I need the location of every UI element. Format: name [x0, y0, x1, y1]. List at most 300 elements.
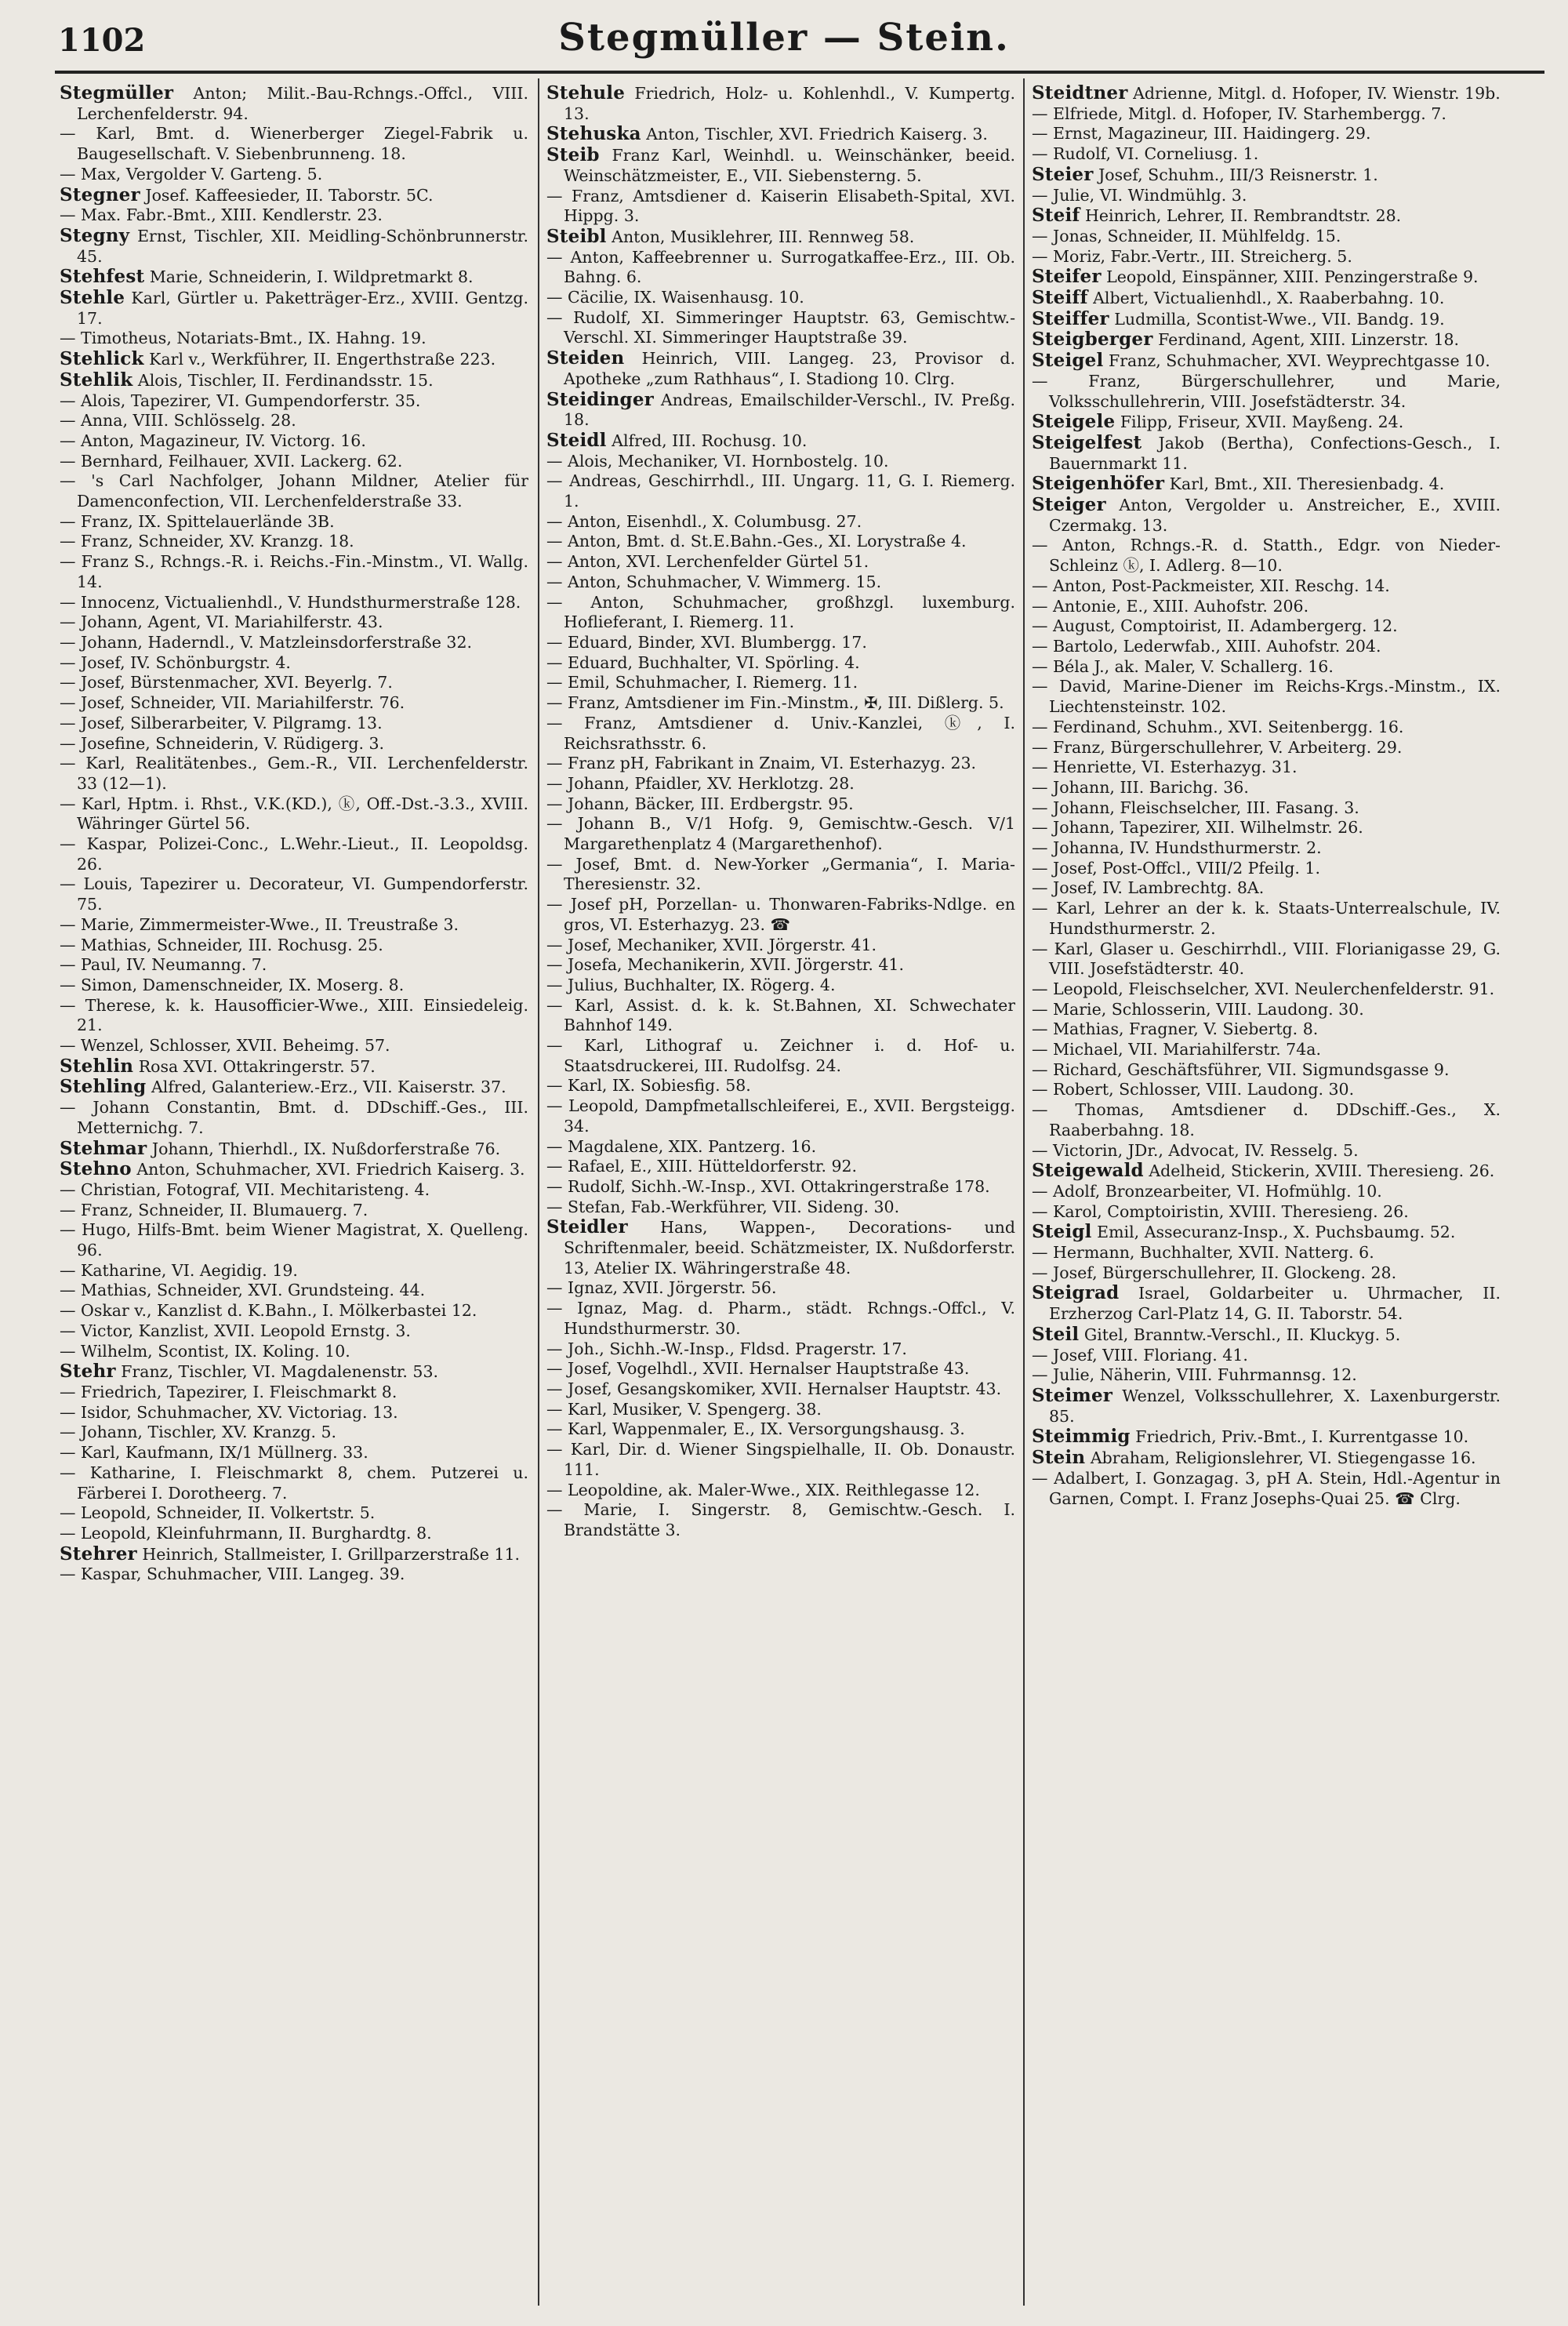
entry-text: Ludmilla, Scontist-Wwe., VII. Bandg. 19. [1109, 309, 1445, 329]
entry-text: — Franz pH, Fabrikant in Znaim, VI. Esterhazyg. 23. [546, 754, 977, 773]
directory-entry-head [546, 83, 1015, 124]
directory-entry [546, 1359, 1015, 1379]
directory-entry [60, 874, 528, 914]
directory-entry [1032, 1346, 1501, 1366]
directory-entry [1032, 144, 1501, 165]
directory-entry-head [60, 288, 528, 329]
directory-entry-head [60, 1544, 528, 1565]
entry-text: — Wilhelm, Scontist, IX. Koling. 10. [60, 1341, 350, 1361]
entry-surname: Steiff [1032, 287, 1088, 309]
entry-text: — Johann, III. Barichg. 36. [1032, 777, 1249, 797]
entry-text: — Henriette, VI. Esterhazyg. 31. [1032, 758, 1298, 777]
entry-text: Filipp, Friseur, XVII. Mayßeng. 24. [1115, 413, 1404, 432]
entry-text: — Anton, Eisenhdl., X. Columbusg. 27. [546, 511, 862, 531]
directory-entry-head [1032, 1448, 1501, 1469]
entry-text: — Anton, Post-Packmeister, XII. Reschg. 14. [1032, 576, 1390, 595]
entry-text: — Karl, Dir. d. Wiener Singspielhalle, II. Ob. Donaustr. 111. [546, 1440, 1015, 1479]
directory-entry [60, 452, 528, 472]
directory-entry [1032, 104, 1501, 125]
directory-entry-head [1032, 267, 1501, 288]
directory-entry [1032, 838, 1501, 859]
directory-entry-head [1032, 165, 1501, 186]
directory-entry [60, 754, 528, 794]
directory-entry [60, 653, 528, 674]
directory-entry [546, 187, 1015, 227]
entry-text: — Franz, Amtsdiener im Fin.-Minstm., ✠, III. Dißlerg. 5. [546, 693, 1004, 713]
entry-text: — Simon, Damenschneider, IX. Moserg. 8. [60, 975, 405, 994]
entry-text: — Josef, Gesangskomiker, XVII. Hernalser Hauptstr. 43. [546, 1379, 1002, 1398]
entry-text: — Oskar v., Kanzlist d. K.Bahn., I. Mölkerbastei 12. [60, 1301, 477, 1321]
column-divider [538, 78, 539, 2306]
entry-text: — Karl, Assist. d. k. k. St.Bahnen, XI. Schwechater Bahnhof 149. [546, 995, 1015, 1035]
directory-entry [60, 714, 528, 734]
directory-entry [1032, 616, 1501, 637]
entry-text: — Karl, IX. Sobiesfig. 58. [546, 1076, 751, 1096]
directory-entry [1032, 657, 1501, 678]
entry-text: — Josef, Bürgerschullehrer, II. Glockeng. 28. [1032, 1263, 1397, 1282]
entry-text: Albert, Victualienhdl., X. Raaberbahng. 10. [1087, 289, 1445, 308]
directory-entry [546, 693, 1015, 714]
entry-text: — Josef, Bürstenmacher, XVI. Beyerlg. 7. [60, 673, 393, 692]
directory-entry-head [546, 1217, 1015, 1278]
entry-text: — Max. Fabr.-Bmt., XIII. Kendlerstr. 23. [60, 205, 383, 225]
entry-surname: Stegner [60, 184, 140, 205]
directory-entry [1032, 186, 1501, 206]
directory-entry-head [1032, 1161, 1501, 1182]
directory-entry [60, 1503, 528, 1524]
directory-entry [546, 1096, 1015, 1136]
directory-entry [546, 532, 1015, 552]
entry-text: — Marie, I. Singerstr. 8, Gemischtw.-Gesch. I. Brandstätte 3. [546, 1500, 1015, 1539]
directory-entry [546, 1379, 1015, 1400]
directory-entry-head [546, 348, 1015, 389]
directory-entry [546, 1339, 1015, 1360]
directory-entry [60, 205, 528, 226]
directory-entry [1032, 738, 1501, 758]
directory-entry [1032, 372, 1501, 412]
entry-text: — Josef, Vogelhdl., XVII. Hernalser Hauptstraße 43. [546, 1359, 970, 1379]
entry-text: — Friedrich, Tapezirer, I. Fleischmarkt 8. [60, 1383, 397, 1401]
entry-text: — Johann, Tischler, XV. Kranzg. 5. [60, 1423, 337, 1442]
entry-text: — Mathias, Schneider, III. Rochusg. 25. [60, 935, 383, 954]
directory-entry [546, 452, 1015, 472]
entry-text: — Karl, Lithograf u. Zeichner i. d. Hof- u. Staatsdruckerei, III. Rudolfsg. 24. [546, 1036, 1015, 1075]
directory-entry [1032, 597, 1501, 617]
directory-entry [1032, 1365, 1501, 1386]
entry-text: — Joh., Sichh.-W.-Insp., Fldsd. Pragerstr. 17. [546, 1339, 907, 1358]
entry-text: — Bernhard, Feilhauer, XVII. Lackerg. 62. [60, 451, 403, 471]
directory-entry [60, 1423, 528, 1443]
entry-text: — Rafael, E., XIII. Hütteldorferstr. 92. [546, 1157, 858, 1176]
entry-text: — Franz, Schneider, XV. Kranzg. 18. [60, 532, 354, 551]
directory-entry [1032, 878, 1501, 899]
directory-entry [546, 1137, 1015, 1158]
directory-entry [60, 955, 528, 976]
entry-surname: Steigelfest [1032, 431, 1142, 453]
directory-entry [546, 1400, 1015, 1420]
entry-surname: Steibl [546, 225, 607, 247]
directory-entry-head [60, 1077, 528, 1098]
entry-text: — Josef, Post-Offcl., VIII/2 Pfeilg. 1. [1032, 858, 1320, 878]
entry-text: Friedrich, Priv.-Bmt., I. Kurrentgasse 10. [1130, 1427, 1469, 1447]
directory-entry [546, 1177, 1015, 1198]
entry-surname: Stehrer [60, 1543, 137, 1565]
entry-surname: Steidler [546, 1216, 628, 1238]
directory-entry [60, 1321, 528, 1342]
directory-entry [60, 512, 528, 532]
directory-entry [546, 1440, 1015, 1480]
entry-text: — Antonie, E., XIII. Auhofstr. 206. [1032, 596, 1309, 616]
directory-entry [60, 431, 528, 452]
entry-surname: Stein [1032, 1447, 1086, 1469]
entry-text: — Christian, Fotograf, VII. Mechitaristeng. 4. [60, 1179, 430, 1199]
directory-entry [546, 633, 1015, 653]
directory-entry [60, 1180, 528, 1201]
directory-entry [546, 1198, 1015, 1218]
entry-text: — Hermann, Buchhalter, XVII. Natterg. 6. [1032, 1243, 1374, 1263]
entry-text: — Rudolf, XI. Simmeringer Hauptstr. 63, Gemischtw.-Verschl. XI. Simmeringer Hauptstraße 39. [546, 307, 1015, 347]
entry-surname: Stehling [60, 1076, 147, 1098]
directory-entry [60, 1220, 528, 1260]
entry-text: Ferdinand, Agent, XIII. Linzerstr. 18. [1152, 330, 1460, 350]
entry-text: — Julie, Näherin, VIII. Fuhrmannsg. 12. [1032, 1365, 1357, 1385]
directory-entry [60, 915, 528, 936]
directory-entry [60, 1036, 528, 1056]
column-2 [546, 83, 1015, 2306]
directory-entry-head [1032, 288, 1501, 309]
entry-surname: Steif [1032, 205, 1080, 227]
entry-surname: Steil [1032, 1323, 1080, 1345]
entry-text: — Julie, VI. Windmühlg. 3. [1032, 185, 1247, 205]
directory-entry [546, 308, 1015, 348]
directory-entry [1032, 1202, 1501, 1223]
directory-entry-head [1032, 205, 1501, 227]
entry-text: Karl v., Werkführer, II. Engerthstraße 223. [143, 350, 496, 369]
entry-text: — Katharine, VI. Aegidig. 19. [60, 1260, 298, 1280]
directory-entry [1032, 576, 1501, 597]
entry-surname: Steigberger [1032, 329, 1153, 351]
entry-text: — Josefa, Mechanikerin, XVII. Jörgerstr. 41. [546, 955, 904, 975]
directory-entry-head [1032, 1325, 1501, 1346]
entry-text: — Paul, IV. Neumanng. 7. [60, 955, 267, 975]
entry-text: — Karl, Bmt. d. Wienerberger Ziegel-Fabrik u. Baugesellschaft. V. Siebenbrunneng. 18. [60, 124, 528, 164]
directory-entry [546, 976, 1015, 996]
column-divider [1023, 78, 1025, 2306]
directory-entry [60, 936, 528, 956]
entry-text: — Mathias, Schneider, XVI. Grundsteing. 44. [60, 1281, 426, 1300]
entry-surname: Steigel [1032, 350, 1104, 372]
entry-text: Heinrich, VIII. Langeg. 23, Provisor d. Apotheke „zum Rathhaus“, I. Stadiong 10. Clrg. [564, 349, 1015, 388]
directory-entry [60, 834, 528, 874]
directory-entry [60, 1342, 528, 1362]
entry-text: Alfred, III. Rochusg. 10. [606, 431, 808, 450]
directory-entry [546, 955, 1015, 976]
entry-text: — Kaspar, Schuhmacher, VIII. Langeg. 39. [60, 1565, 405, 1584]
entry-surname: Steidinger [546, 388, 654, 410]
entry-text: — Karol, Comptoiristin, XVIII. Theresieng. 26. [1032, 1201, 1409, 1221]
directory-entry [1032, 899, 1501, 939]
header-rule [55, 71, 1544, 74]
entry-text: — Hugo, Hilfs-Bmt. beim Wiener Magistrat, X. Quelleng. 96. [60, 1220, 528, 1260]
entry-surname: Stehle [60, 287, 125, 309]
entry-surname: Stegny [60, 224, 130, 246]
entry-text: — Jonas, Schneider, II. Mühlfeldg. 15. [1032, 226, 1341, 245]
entry-surname: Steigrad [1032, 1282, 1120, 1304]
entry-text: — Johanna, IV. Hundsthurmerstr. 2. [1032, 838, 1322, 858]
directory-entry [60, 633, 528, 653]
directory-entry [546, 653, 1015, 674]
directory-entry [546, 774, 1015, 794]
directory-entry [1032, 718, 1501, 738]
entry-text: — Robert, Schlosser, VIII. Laudong. 30. [1032, 1080, 1355, 1099]
entry-text: — Anton, Rchngs.-R. d. Statth., Edgr. von Nieder-Schleinz ⓚ, I. Adlerg. 8—10. [1032, 536, 1501, 576]
directory-entry [60, 673, 528, 693]
entry-text: — Louis, Tapezirer u. Decorateur, VI. Gumpendorferstr. 75. [60, 874, 528, 914]
directory-entry [60, 1281, 528, 1301]
entry-text: — Eduard, Buchhalter, VI. Spörling. 4. [546, 652, 860, 672]
directory-entry [1032, 798, 1501, 819]
directory-entry [60, 124, 528, 164]
directory-entry-head [1032, 1222, 1501, 1243]
directory-entry [60, 1201, 528, 1221]
directory-entry-head [546, 390, 1015, 431]
directory-entry [1032, 939, 1501, 979]
directory-entry-head [60, 349, 528, 370]
directory-entry [546, 1278, 1015, 1299]
entry-text: — Ignaz, Mag. d. Pharm., städt. Rchngs.-Offcl., V. Hundsthurmerstr. 30. [546, 1299, 1015, 1338]
entry-text: — Franz, Bürgerschullehrer, V. Arbeiterg. 29. [1032, 737, 1403, 757]
directory-entry [546, 754, 1015, 774]
entry-text: — Johann, Agent, VI. Mariahilferstr. 43. [60, 612, 383, 632]
entry-text: — Karl, Kaufmann, IX/1 Müllnerg. 33. [60, 1443, 368, 1463]
entry-surname: Steimer [1032, 1385, 1113, 1406]
entry-text: Karl, Bmt., XII. Theresienbadg. 4. [1164, 474, 1445, 494]
entry-text: Josef. Kaffeesieder, II. Taborstr. 5C. [140, 185, 434, 205]
directory-entry [60, 794, 528, 834]
directory-entry [546, 552, 1015, 572]
entry-text: Anton, Schuhmacher, XVI. Friedrich Kaiserg. 3. [131, 1160, 525, 1179]
directory-entry-head [1032, 1386, 1501, 1426]
column-1 [60, 83, 528, 2306]
directory-entry-head [1032, 83, 1501, 104]
entry-text: — Josef, IV. Lambrechtg. 8A. [1032, 878, 1265, 898]
entry-text: Heinrich, Lehrer, II. Rembrandtstr. 28. [1080, 206, 1402, 226]
directory-entry [60, 976, 528, 996]
directory-entry [546, 593, 1015, 633]
directory-entry [546, 288, 1015, 308]
directory-entry [60, 552, 528, 592]
directory-entry [546, 512, 1015, 532]
entry-surname: Stehule [546, 83, 626, 104]
entry-text: — Anton, XVI. Lerchenfelder Gürtel 51. [546, 552, 869, 572]
entry-text: — Magdalene, XIX. Pantzerg. 16. [546, 1136, 817, 1156]
entry-text: — Kaspar, Polizei-Conc., L.Wehr.-Lieut., II. Leopoldsg. 26. [60, 834, 528, 874]
directory-entry-head [1032, 309, 1501, 330]
directory-entry [60, 593, 528, 613]
entry-surname: Stehlick [60, 348, 144, 370]
entry-surname: Stehuska [546, 123, 641, 145]
directory-entry [546, 1036, 1015, 1076]
directory-entry [546, 1299, 1015, 1339]
directory-entry [1032, 1243, 1501, 1263]
entry-surname: Steiden [546, 347, 625, 369]
entry-text: — Karl, Wappenmaler, E., IX. Versorgungshausg. 3. [546, 1419, 965, 1439]
directory-entry [60, 1443, 528, 1463]
directory-entry [1032, 758, 1501, 778]
directory-entry [1032, 124, 1501, 144]
directory-entry [1032, 1080, 1501, 1100]
entry-text: — Franz, Schneider, II. Blumauerg. 7. [60, 1200, 368, 1219]
entry-text: — Béla J., ak. Maler, V. Schallerg. 16. [1032, 656, 1334, 676]
entry-text: — Josef, IV. Schönburgstr. 4. [60, 652, 291, 672]
entry-text: — Karl, Glaser u. Geschirrhdl., VIII. Florianigasse 29, G. VIII. Josefstädterstr. 40. [1032, 939, 1501, 979]
entry-text: Anton; Milit.-Bau-Rchngs.-Offcl., VIII. Lerchenfelderstr. 94. [77, 84, 528, 123]
directory-entry-head [60, 83, 528, 124]
entry-surname: Steifer [1032, 266, 1102, 288]
entry-text: — Moriz, Fabr.-Vertr., III. Streicherg. 5. [1032, 246, 1352, 266]
entry-text: — Therese, k. k. Hausofficier-Wwe., XIII. Einsiedeleig. 21. [60, 995, 528, 1035]
directory-entry [546, 814, 1015, 854]
directory-entry [1032, 536, 1501, 576]
entry-text: — Cäcilie, IX. Waisenhausg. 10. [546, 288, 804, 307]
directory-entry-head [60, 226, 528, 267]
directory-entry [546, 1076, 1015, 1096]
entry-text: Anton, Musiklehrer, III. Rennweg 58. [606, 227, 915, 246]
entry-surname: Steigewald [1032, 1160, 1144, 1182]
directory-entry [60, 471, 528, 511]
entry-text: — Leopold, Fleischselcher, XVI. Neulerchenfelderstr. 91. [1032, 979, 1495, 998]
entry-text: Karl, Gürtler u. Paketträger-Erz., XVIII. Gentzg. 17. [77, 289, 528, 328]
directory-entry [60, 734, 528, 754]
entry-surname: Steigl [1032, 1221, 1092, 1243]
entry-text: — Eduard, Binder, XVI. Blumbergg. 17. [546, 632, 867, 652]
page-number: 1102 [58, 22, 146, 59]
entry-text: — Anton, Schuhmacher, V. Wimmerg. 15. [546, 572, 882, 591]
entry-text: — Josefine, Schneiderin, V. Rüdigerg. 3. [60, 733, 385, 753]
running-head: Stegmüller — Stein. [558, 16, 1010, 60]
entry-surname: Steigenhöfer [1032, 473, 1165, 495]
directory-entry [1032, 1469, 1501, 1509]
entry-text: Leopold, Einspänner, XIII. Penzingerstraße 9. [1101, 267, 1479, 287]
entry-surname: Steigele [1032, 411, 1116, 433]
directory-entry-head [60, 1159, 528, 1180]
entry-text: — Rudolf, Sichh.-W.-Insp., XVI. Ottakringerstraße 178. [546, 1176, 990, 1196]
entry-text: Wenzel, Volksschullehrer, X. Laxenburgerstr. 85. [1049, 1387, 1501, 1426]
directory-entry-head [1032, 329, 1501, 351]
directory-entry [60, 1565, 528, 1585]
directory-entry [60, 1301, 528, 1321]
entry-text: — Stefan, Fab.-Werkführer, VII. Sideng. 30. [546, 1197, 900, 1216]
entry-text: Adrienne, Mitgl. d. Hofoper, IV. Wienstr. 19b. [1127, 84, 1501, 103]
directory-entry [1032, 1060, 1501, 1081]
entry-text: Franz Karl, Weinhdl. u. Weinschänker, beeid. Weinschätzmeister, E., VII. Siebensterng. 5. [564, 146, 1015, 185]
directory-entry [546, 794, 1015, 815]
directory-entry-head [1032, 474, 1501, 495]
column-3 [1032, 83, 1501, 2306]
entry-text: — Josef, VIII. Floriang. 41. [1032, 1345, 1248, 1365]
directory-entry [60, 996, 528, 1036]
entry-text: — Marie, Zimmermeister-Wwe., II. Treustraße 3. [60, 914, 459, 934]
entry-text: — Franz, Bürgerschullehrer, und Marie, Volksschullehrerin, VIII. Josefstädterstr. 34. [1032, 371, 1501, 411]
directory-entry [546, 855, 1015, 895]
entry-text: — Marie, Schlosserin, VIII. Laudong. 30. [1032, 999, 1364, 1019]
entry-text: Franz, Tischler, VI. Magdalenenstr. 53. [115, 1362, 438, 1382]
entry-surname: Steimmig [1032, 1426, 1131, 1448]
directory-entry [1032, 637, 1501, 657]
entry-text: — Leopold, Schneider, II. Volkertstr. 5. [60, 1503, 376, 1523]
entry-text: — Josef, Schneider, VII. Mariahilferstr. 76. [60, 693, 405, 713]
entry-text: Ernst, Tischler, XII. Meidling-Schönbrunnerstr. 45. [77, 226, 528, 266]
directory-entry [546, 996, 1015, 1036]
entry-text: — Anton, Magazineur, IV. Victorg. 16. [60, 431, 366, 450]
entry-surname: Steiger [1032, 494, 1106, 516]
entry-text: — Karl, Musiker, V. Spengerg. 38. [546, 1399, 822, 1419]
directory-entry-head [546, 124, 1015, 145]
entry-text: — Karl, Hptm. i. Rhst., V.K.(KD.), ⓚ, Off.-Dst.-3.3., XVIII. Währinger Gürtel 56. [60, 794, 528, 834]
entry-text: — Anna, VIII. Schlösselg. 28. [60, 411, 296, 431]
entry-text: — Johann, Haderndl., V. Matzleinsdorferstraße 32. [60, 632, 473, 652]
entry-text: — Emil, Schuhmacher, I. Riemerg. 11. [546, 673, 858, 692]
entry-text: — Alois, Mechaniker, VI. Hornbostelg. 10. [546, 451, 889, 471]
directory-entry [546, 1157, 1015, 1177]
directory-entry [60, 1524, 528, 1544]
entry-text: — Anton, Schuhmacher, großhzgl. luxemburg. Hoflieferant, I. Riemerg. 11. [546, 592, 1015, 632]
entry-text: — Franz, Amtsdiener d. Univ.-Kanzlei, ⓚ, I. Reichsrathsstr. 6. [546, 713, 1015, 753]
entry-text: — Josef, Mechaniker, XVII. Jörgerstr. 41. [546, 935, 877, 954]
directory-entry [1032, 1182, 1501, 1202]
entry-text: — David, Marine-Diener im Reichs-Krgs.-Minstm., IX. Liechtensteinstr. 102. [1032, 677, 1501, 717]
entry-text: — Timotheus, Notariats-Bmt., IX. Hahng. 19. [60, 329, 426, 348]
directory-entry-head [546, 431, 1015, 452]
directory-entry [546, 1481, 1015, 1501]
directory-entry [1032, 818, 1501, 838]
entry-text: Rosa XVI. Ottakringerstr. 57. [133, 1056, 376, 1076]
entry-text: — Isidor, Schuhmacher, XV. Victoriag. 13. [60, 1402, 398, 1422]
entry-text: Anton, Tischler, XVI. Friedrich Kaiserg. 3. [641, 125, 988, 144]
directory-entry-head [546, 145, 1015, 186]
entry-text: — Ignaz, XVII. Jörgerstr. 56. [546, 1278, 777, 1298]
entry-surname: Stehfest [60, 266, 145, 288]
entry-text: — August, Comptoirist, II. Adambergerg. 12. [1032, 616, 1398, 636]
directory-entry [1032, 1141, 1501, 1161]
entry-surname: Stehmar [60, 1137, 147, 1159]
entry-text: — Josef pH, Porzellan- u. Thonwaren-Fabriks-Ndlge. en gros, VI. Esterhazyg. 23. ☎ [546, 895, 1015, 934]
entry-text: — Josef, Bmt. d. New-Yorker „Germania“, I. Maria-Theresienstr. 32. [546, 854, 1015, 894]
entry-text: — Julius, Buchhalter, IX. Rögerg. 4. [546, 975, 836, 994]
directory-entry [1032, 677, 1501, 717]
directory-entry-head [60, 1139, 528, 1160]
entry-text: Heinrich, Stallmeister, I. Grillparzerstraße 11. [136, 1544, 521, 1564]
entry-surname: Stehlin [60, 1055, 134, 1077]
directory-entry [546, 1500, 1015, 1540]
entry-text: Anton, Vergolder u. Anstreicher, E., XVIII. Czermakg. 13. [1049, 496, 1501, 535]
entry-text: — Johann, Bäcker, III. Erdbergstr. 95. [546, 794, 854, 813]
entry-text: Israel, Goldarbeiter u. Uhrmacher, II. Erzherzog Carl-Platz 14, G. II. Taborstr. 54. [1049, 1284, 1501, 1324]
entry-surname: Stegmüller [60, 83, 174, 104]
entry-text: — Mathias, Fragner, V. Siebertg. 8. [1032, 1019, 1319, 1039]
entry-text: — Johann, Pfaidler, XV. Herklotzg. 28. [546, 773, 855, 793]
directory-entry [60, 532, 528, 552]
entry-text: — Innocenz, Victualienhdl., V. Hundsthurmerstraße 128. [60, 592, 521, 612]
entry-text: — Franz S., Rchngs.-R. i. Reichs.-Fin.-Minstm., VI. Wallg. 14. [60, 552, 528, 591]
directory-entry [60, 1261, 528, 1281]
directory-entry [60, 1463, 528, 1503]
directory-entry [1032, 1000, 1501, 1020]
entry-text: — Franz, Amtsdiener d. Kaiserin Elisabeth-Spital, XVI. Hippg. 3. [546, 186, 1015, 226]
entry-text: — Leopold, Dampfmetallschleiferei, E., XVII. Bergsteigg. 34. [546, 1096, 1015, 1136]
directory-entry [1032, 247, 1501, 267]
entry-text: — Andreas, Geschirrhdl., III. Ungarg. 11, G. I. Riemerg. 1. [546, 471, 1015, 511]
